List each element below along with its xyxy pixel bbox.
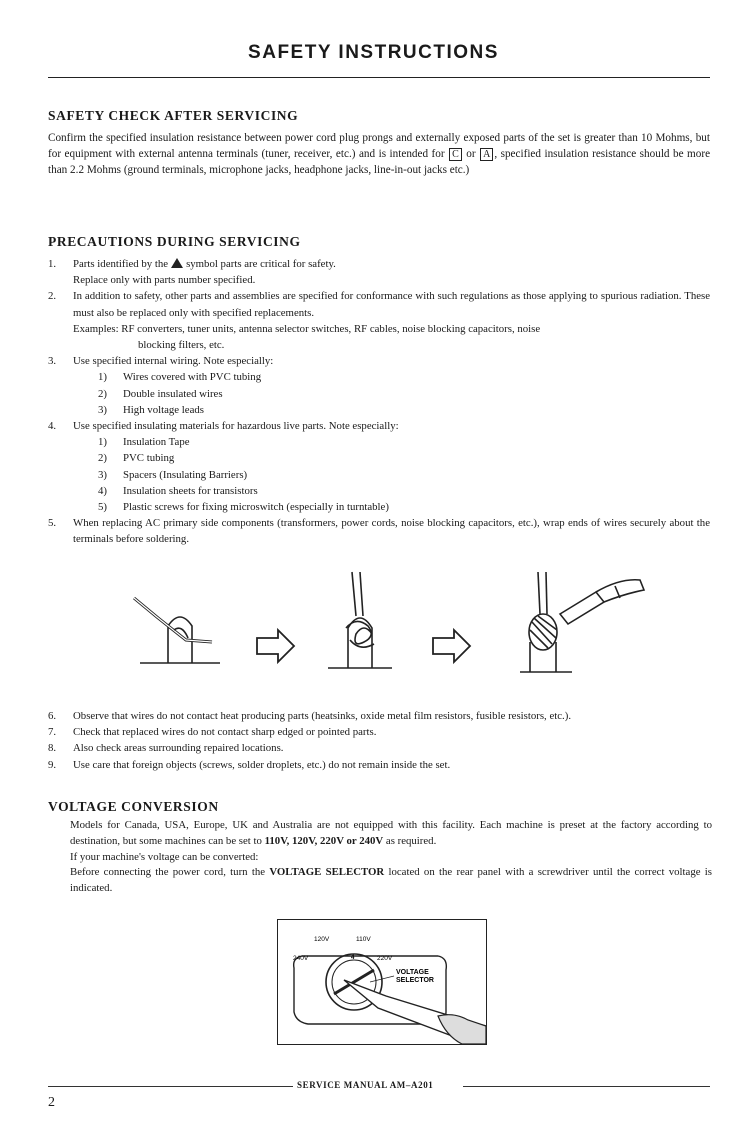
sub-item — [73, 483, 710, 499]
item1-continuation: Replace only with parts number specified. — [73, 274, 256, 287]
voltage-selector-drawing — [278, 920, 486, 1044]
right-arrow-icon — [257, 630, 294, 662]
warning-triangle-icon — [171, 258, 183, 268]
item5-text: When replacing AC primary side components (transformers, power cords, noise blocking capacitors, etc.), wrap ends of wires securely about the terminals before soldering. — [73, 517, 710, 546]
list-item — [48, 288, 710, 353]
item-number: 2. — [48, 290, 57, 303]
voltage-p3 — [70, 865, 712, 897]
sub-item — [73, 467, 710, 483]
list-item — [48, 353, 710, 418]
safety-check-or: or — [466, 148, 476, 160]
screwdriver-handle — [438, 1015, 486, 1044]
list-item — [48, 740, 710, 756]
item1-text-post: symbol parts are critical for safety. — [186, 258, 336, 270]
sub-item-text: Plastic screws for fixing microswitch (especially in turntable) — [123, 501, 389, 514]
voltage-p3-a: Before connecting the power cord, turn the — [70, 866, 266, 879]
sub-item-number: 3) — [98, 403, 107, 416]
list-item — [48, 515, 710, 547]
list-item — [48, 418, 710, 515]
right-arrow-icon — [433, 630, 470, 662]
sub-item — [73, 434, 710, 450]
voltage-selector-term: VOLTAGE SELECTOR — [269, 866, 385, 879]
item-number: 9. — [48, 758, 57, 771]
item-text: Observe that wires do not contact heat producing parts (heatsinks, oxide metal film resistors, fusible resistors, etc.). — [73, 710, 572, 722]
list-item — [48, 724, 710, 740]
label-120v: 120V — [314, 936, 330, 943]
sub-item-number: 4) — [98, 484, 107, 497]
item-number: 8. — [48, 742, 57, 755]
voltage-p3-b: located on the rear panel with a screwdriver until the correct voltage is indicated. — [70, 866, 712, 895]
sub-item — [73, 499, 710, 515]
voltage-p1-end: as required. — [385, 834, 437, 847]
sub-item — [73, 386, 710, 402]
voltage-p2: If your machine's voltage can be converted: — [70, 850, 259, 863]
voltage-p1-text: Models for Canada, USA, Europe, UK and Australia are not equipped with this facility. Each machine is preset at the factory according to destination, but some machines can be set to — [70, 819, 712, 847]
sub-item-text: Insulation sheets for transistors — [123, 484, 258, 497]
wire-looped-terminal-figure — [328, 572, 392, 668]
list-item — [48, 757, 710, 773]
safety-check-text-b: , specified insulation resistance should be more than 2.2 Mohms (ground terminals, microphone jacks, headphone jacks, line-in-out jacks etc.) — [48, 148, 711, 176]
item-number: 7. — [48, 726, 57, 739]
voltage-selector-diagram — [277, 919, 487, 1045]
list-item — [48, 256, 710, 288]
voltage-paragraph — [70, 818, 712, 897]
voltage-heading: VOLTAGE CONVERSION — [48, 799, 219, 814]
safety-check-text-a: Confirm the specified insulation resistance between power cord plug prongs and externally exposed parts of the set is greater than 10 Mohms, but for equipment with external antenna terminals (tuner, receiver, etc.) and is intended for — [48, 132, 710, 160]
label-220v: 220V — [377, 955, 393, 962]
sub-item-text: Double insulated wires — [123, 387, 223, 400]
item-number: 6. — [48, 710, 57, 722]
footer-rule-left — [48, 1086, 293, 1087]
sub-item-number: 2) — [98, 452, 107, 465]
sub-item-text: Wires covered with PVC tubing — [123, 371, 262, 384]
selector-label-line2: SELECTOR — [396, 977, 434, 984]
list-item — [48, 708, 710, 724]
wire-wrap-illustration — [120, 568, 660, 678]
page-number: 2 — [48, 1095, 55, 1110]
sub-item — [73, 402, 710, 418]
sub-item-number: 2) — [98, 387, 107, 400]
item3-text: Use specified internal wiring. Note especially: — [73, 355, 274, 368]
item1-text-pre: Parts identified by the — [73, 258, 169, 270]
label-110v: 110V — [356, 936, 371, 943]
safety-check-paragraph — [48, 130, 710, 178]
sub-item-number: 1) — [98, 436, 107, 449]
sub-item-number: 5) — [98, 501, 107, 514]
selector-label-line1: VOLTAGE — [396, 969, 429, 976]
sub-item-text: PVC tubing — [123, 452, 175, 465]
terminal-with-wire-figure — [134, 598, 220, 663]
item4-text: Use specified insulating materials for hazardous live parts. Note especially: — [73, 420, 399, 433]
item2-examples: Examples: RF converters, tuner units, antenna selector switches, RF cables, noise blocking capacitors, noise — [73, 322, 541, 335]
sub-item-text: Spacers (Insulating Barriers) — [123, 468, 248, 481]
item-text: Use care that foreign objects (screws, solder droplets, etc.) do not remain inside the set. — [73, 758, 451, 771]
sub-item-text: Insulation Tape — [123, 436, 190, 449]
soldering-iron-figure — [520, 572, 644, 672]
precautions-heading: PRECAUTIONS DURING SERVICING — [48, 234, 301, 249]
voltage-p1 — [70, 818, 712, 850]
item-number: 5. — [48, 517, 57, 530]
class-a-box: A — [480, 148, 493, 161]
item-number: 3. — [48, 355, 57, 368]
footer-rule-right — [463, 1086, 710, 1087]
class-c-box: C — [449, 148, 462, 161]
sub-item — [73, 369, 710, 385]
dial-indicator-mark: 4 — [351, 955, 355, 961]
precautions-list-continued — [48, 708, 710, 773]
item-text: Also check areas surrounding repaired locations. — [73, 742, 284, 755]
sub-item-number: 3) — [98, 468, 107, 481]
sub-item-number: 1) — [98, 371, 107, 384]
sub-item-text: High voltage leads — [123, 403, 204, 416]
sub-item — [73, 450, 710, 466]
label-240v: 240V — [293, 955, 309, 962]
page-title: SAFETY INSTRUCTIONS — [248, 42, 499, 63]
voltage-values: 110V, 120V, 220V or 240V — [264, 834, 384, 847]
item2-text: In addition to safety, other parts and assemblies are specified for conformance with such regulations as those applying to spurious radiation. These must also be replaced only with specified replacements. — [73, 290, 710, 319]
title-divider — [48, 77, 710, 78]
item-number: 4. — [48, 420, 57, 433]
precautions-list — [48, 256, 710, 548]
item2-examples-continuation: blocking filters, etc. — [138, 339, 225, 352]
safety-check-heading: SAFETY CHECK AFTER SERVICING — [48, 108, 299, 123]
footer-manual-title: SERVICE MANUAL AM–A201 — [297, 1080, 434, 1090]
item-text: Check that replaced wires do not contact sharp edged or pointed parts. — [73, 726, 377, 739]
item-number: 1. — [48, 258, 57, 270]
